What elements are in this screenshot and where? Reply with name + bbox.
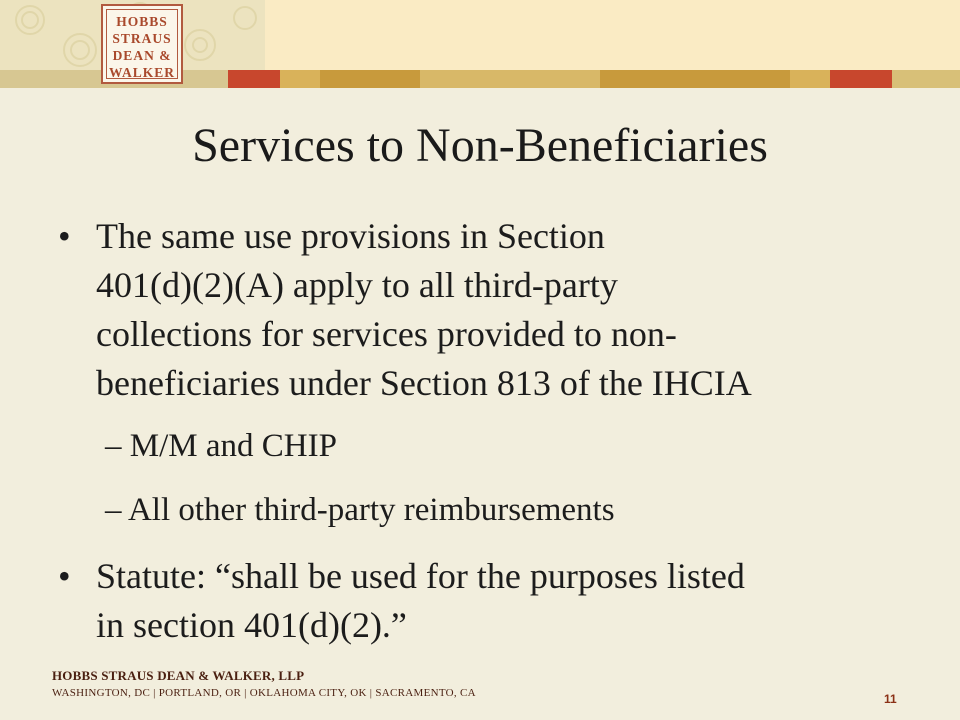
logo-line: DEAN & (112, 48, 172, 63)
sub-bullet-marker: – (105, 492, 122, 528)
logo-line: STRAUS (112, 31, 172, 46)
bullet-line: Statute: “shall be used for the purposes listed (96, 556, 745, 596)
stripe-segment (280, 70, 320, 88)
header-right-panel (265, 0, 960, 70)
sub-bullet-text: All other third-party reimbursements (127, 492, 615, 528)
slide-title: Services to Non-Beneficiaries (192, 119, 768, 172)
sub-bullet-item (105, 424, 337, 468)
sub-bullet-item (105, 488, 615, 532)
header-band (0, 0, 960, 88)
stripe-segment (892, 70, 960, 88)
bullet-text (96, 552, 918, 650)
sub-bullet-text: M/M and CHIP (129, 428, 337, 464)
bullet-line: beneficiaries under Section 813 of the IHCIA (96, 363, 752, 403)
bullet-line: in section 401(d)(2).” (96, 605, 407, 645)
stripe-segment (600, 70, 790, 88)
bullet-text (96, 212, 918, 408)
bullet-marker: • (58, 556, 71, 596)
footer-locations: WASHINGTON, DC | PORTLAND, OR | OKLAHOMA CITY, OK | SACRAMENTO, CA (52, 687, 476, 699)
stripe-segment (830, 70, 892, 88)
bullet-line: collections for services provided to non- (96, 314, 677, 354)
stripe-segment (420, 70, 600, 88)
bullet-item (58, 552, 918, 650)
stripe-segment (790, 70, 830, 88)
bullet-line: 401(d)(2)(A) apply to all third-party (96, 265, 618, 305)
logo-inner-border (106, 9, 178, 79)
stripe-segment (228, 70, 280, 88)
firm-logo (101, 4, 183, 84)
logo-line: WALKER (108, 65, 175, 80)
bullet-marker: • (58, 216, 71, 256)
stripe-segment (320, 70, 420, 88)
bullet-item (58, 212, 918, 408)
footer-firm-name: HOBBS STRAUS DEAN & WALKER, LLP (52, 668, 305, 683)
page-number: 11 (884, 692, 897, 706)
sub-bullet-marker: – (105, 428, 122, 464)
bullet-line: The same use provisions in Section (96, 216, 605, 256)
logo-line: HOBBS (116, 14, 168, 29)
